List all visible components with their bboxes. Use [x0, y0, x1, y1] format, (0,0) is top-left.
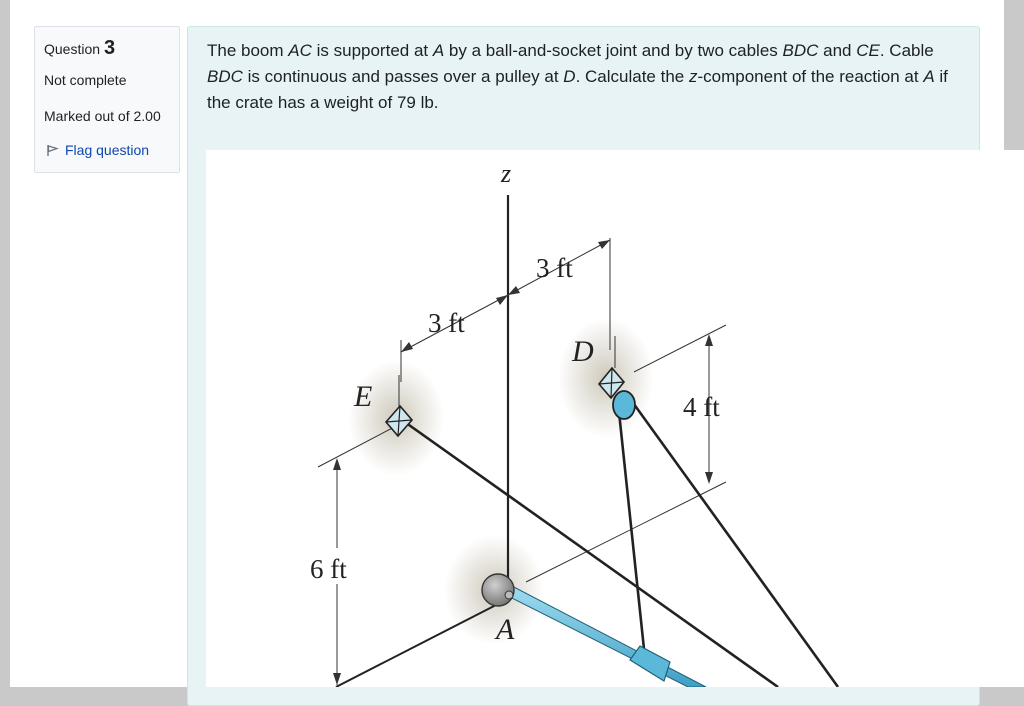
point-e-label: E	[354, 380, 373, 413]
qtext-var-a: A	[923, 67, 935, 86]
qtext-part: is continuous and passes over a pulley at	[242, 67, 564, 86]
boom-collar-b	[630, 646, 670, 681]
dim-arrowhead	[333, 458, 341, 470]
dim-arrowhead	[598, 240, 610, 249]
question-info-panel	[34, 26, 180, 173]
point-d-label: D	[572, 335, 594, 368]
dim-arrowhead	[333, 673, 341, 685]
point-a-label: A	[496, 613, 515, 646]
qtext-part: by a ball-and-socket joint and by two cables	[444, 41, 783, 60]
dim-arrowhead	[496, 295, 508, 305]
dim-label-6ft: 6 ft	[310, 554, 347, 584]
cable-dc	[631, 400, 838, 687]
question-number-value: 3	[103, 37, 116, 59]
qtext-var-a: A	[432, 41, 445, 60]
qtext-var-bdc: BDC	[782, 41, 819, 60]
qtext-part: is supported at	[311, 41, 433, 60]
qtext-part: and	[818, 41, 857, 60]
dim-label-4ft: 4 ft	[683, 392, 720, 422]
qtext-part: . Cable	[879, 41, 934, 60]
ball-socket-pin	[505, 591, 513, 599]
dim-ext-line	[634, 325, 726, 372]
question-figure	[206, 150, 1024, 687]
flag-question-label: Flag question	[65, 142, 150, 158]
qtext-part: The boom	[207, 41, 289, 60]
floor-line	[526, 482, 726, 582]
cable-db	[619, 412, 646, 668]
dim-arrowhead	[508, 286, 520, 295]
dim-arrowhead	[705, 334, 713, 346]
question-grade: Marked out of 2.00	[44, 108, 161, 124]
dim-arrowhead	[705, 472, 713, 484]
question-label: Question	[44, 41, 101, 57]
floor-line	[336, 605, 496, 687]
dim-label-3ft-left: 3 ft	[428, 308, 465, 338]
question-state: Not complete	[44, 72, 127, 88]
z-axis-label: z	[501, 159, 512, 188]
boom-ac	[506, 586, 706, 687]
boom-diagram	[206, 150, 1024, 687]
qtext-part: if the crate has a weight of 79 lb.	[207, 67, 948, 112]
pulley-d	[613, 391, 635, 419]
dim-arrowhead	[401, 342, 413, 352]
qtext-var-ce: CE	[856, 41, 880, 60]
qtext-part: . Calculate the	[575, 67, 689, 86]
ball-socket-a	[482, 574, 514, 606]
flag-icon	[46, 144, 59, 157]
flag-question-button[interactable]	[46, 142, 149, 158]
qtext-var-bdc: BDC	[207, 67, 243, 86]
qtext-var-z: z	[688, 67, 698, 86]
question-text	[207, 38, 957, 116]
dim-label-3ft-top: 3 ft	[536, 253, 573, 283]
qtext-part: -component of the reaction at	[697, 67, 924, 86]
question-number	[44, 37, 115, 60]
qtext-var-ac: AC	[288, 41, 312, 60]
qtext-var-d: D	[563, 67, 576, 86]
